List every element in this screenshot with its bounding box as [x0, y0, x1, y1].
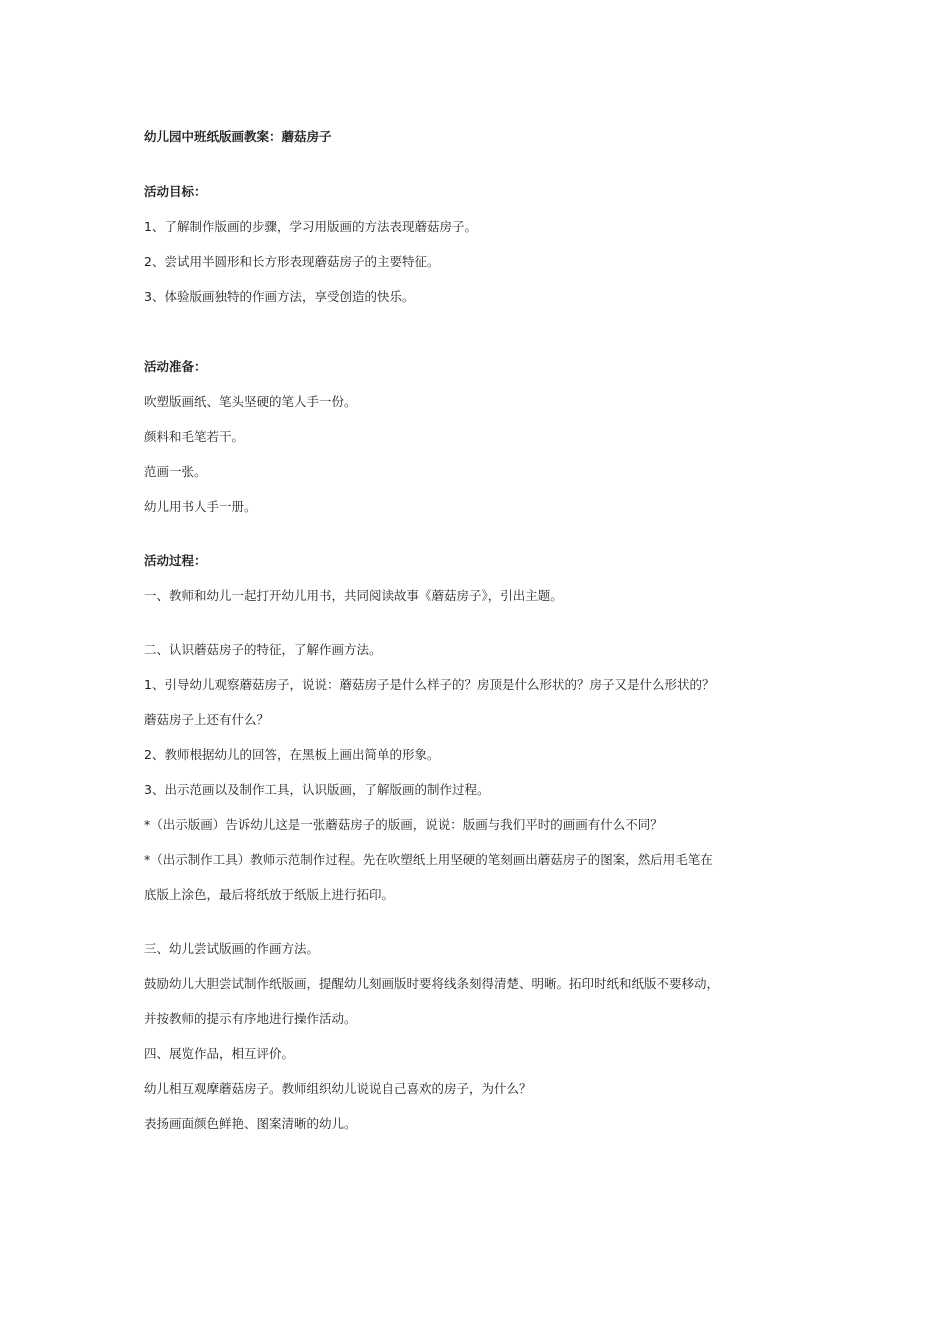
goals-heading: 活动目标：	[144, 184, 207, 199]
goal-item: 1、了解制作版画的步骤，学习用版画的方法表现蘑菇房子。	[144, 219, 477, 234]
prep-item: 颜料和毛笔若干。	[144, 429, 245, 444]
goal-item: 2、尝试用半圆形和长方形表现蘑菇房子的主要特征。	[144, 254, 440, 269]
process-line: *（出示版画）告诉幼儿这是一张蘑菇房子的版画，说说：版画与我们平时的画画有什么不同？	[144, 817, 663, 832]
document-title: 幼儿园中班纸版画教案：蘑菇房子	[144, 129, 332, 144]
process-line: 四、展览作品，相互评价。	[144, 1046, 295, 1061]
prep-item: 幼儿用书人手一册。	[144, 499, 257, 514]
process-line: 底版上涂色，最后将纸放于纸版上进行拓印。	[144, 887, 395, 902]
process-line: 表扬画面颜色鲜艳、图案清晰的幼儿。	[144, 1116, 357, 1131]
prep-item: 范画一张。	[144, 464, 207, 479]
process-line: 并按教师的提示有序地进行操作活动。	[144, 1011, 357, 1026]
prep-item: 吹塑版画纸、笔头坚硬的笔人手一份。	[144, 394, 357, 409]
prep-heading: 活动准备：	[144, 359, 207, 374]
process-line: 一、教师和幼儿一起打开幼儿用书，共同阅读故事《蘑菇房子》，引出主题。	[144, 588, 563, 603]
process-line: 三、幼儿尝试版画的作画方法。	[144, 941, 320, 956]
process-line: 1、引导幼儿观察蘑菇房子，说说：蘑菇房子是什么样子的？房顶是什么形状的？房子又是什么形状的？	[144, 677, 715, 692]
process-line: 鼓励幼儿大胆尝试制作纸版画，提醒幼儿刻画版时要将线条刻得清楚、明晰。拓印时纸和纸版不要移动，	[144, 976, 720, 991]
process-line: 幼儿相互观摩蘑菇房子。教师组织幼儿说说自己喜欢的房子，为什么？	[144, 1081, 532, 1096]
process-line: 蘑菇房子上还有什么？	[144, 712, 270, 727]
process-line: 二、认识蘑菇房子的特征，了解作画方法。	[144, 642, 382, 657]
process-line: 2、教师根据幼儿的回答，在黑板上画出简单的形象。	[144, 747, 440, 762]
process-line: 3、出示范画以及制作工具，认识版画，了解版画的制作过程。	[144, 782, 490, 797]
goal-item: 3、体验版画独特的作画方法，享受创造的快乐。	[144, 289, 415, 304]
process-line: *（出示制作工具）教师示范制作过程。先在吹塑纸上用坚硬的笔刻画出蘑菇房子的图案，然后用毛笔在	[144, 852, 713, 867]
process-heading: 活动过程：	[144, 553, 207, 568]
